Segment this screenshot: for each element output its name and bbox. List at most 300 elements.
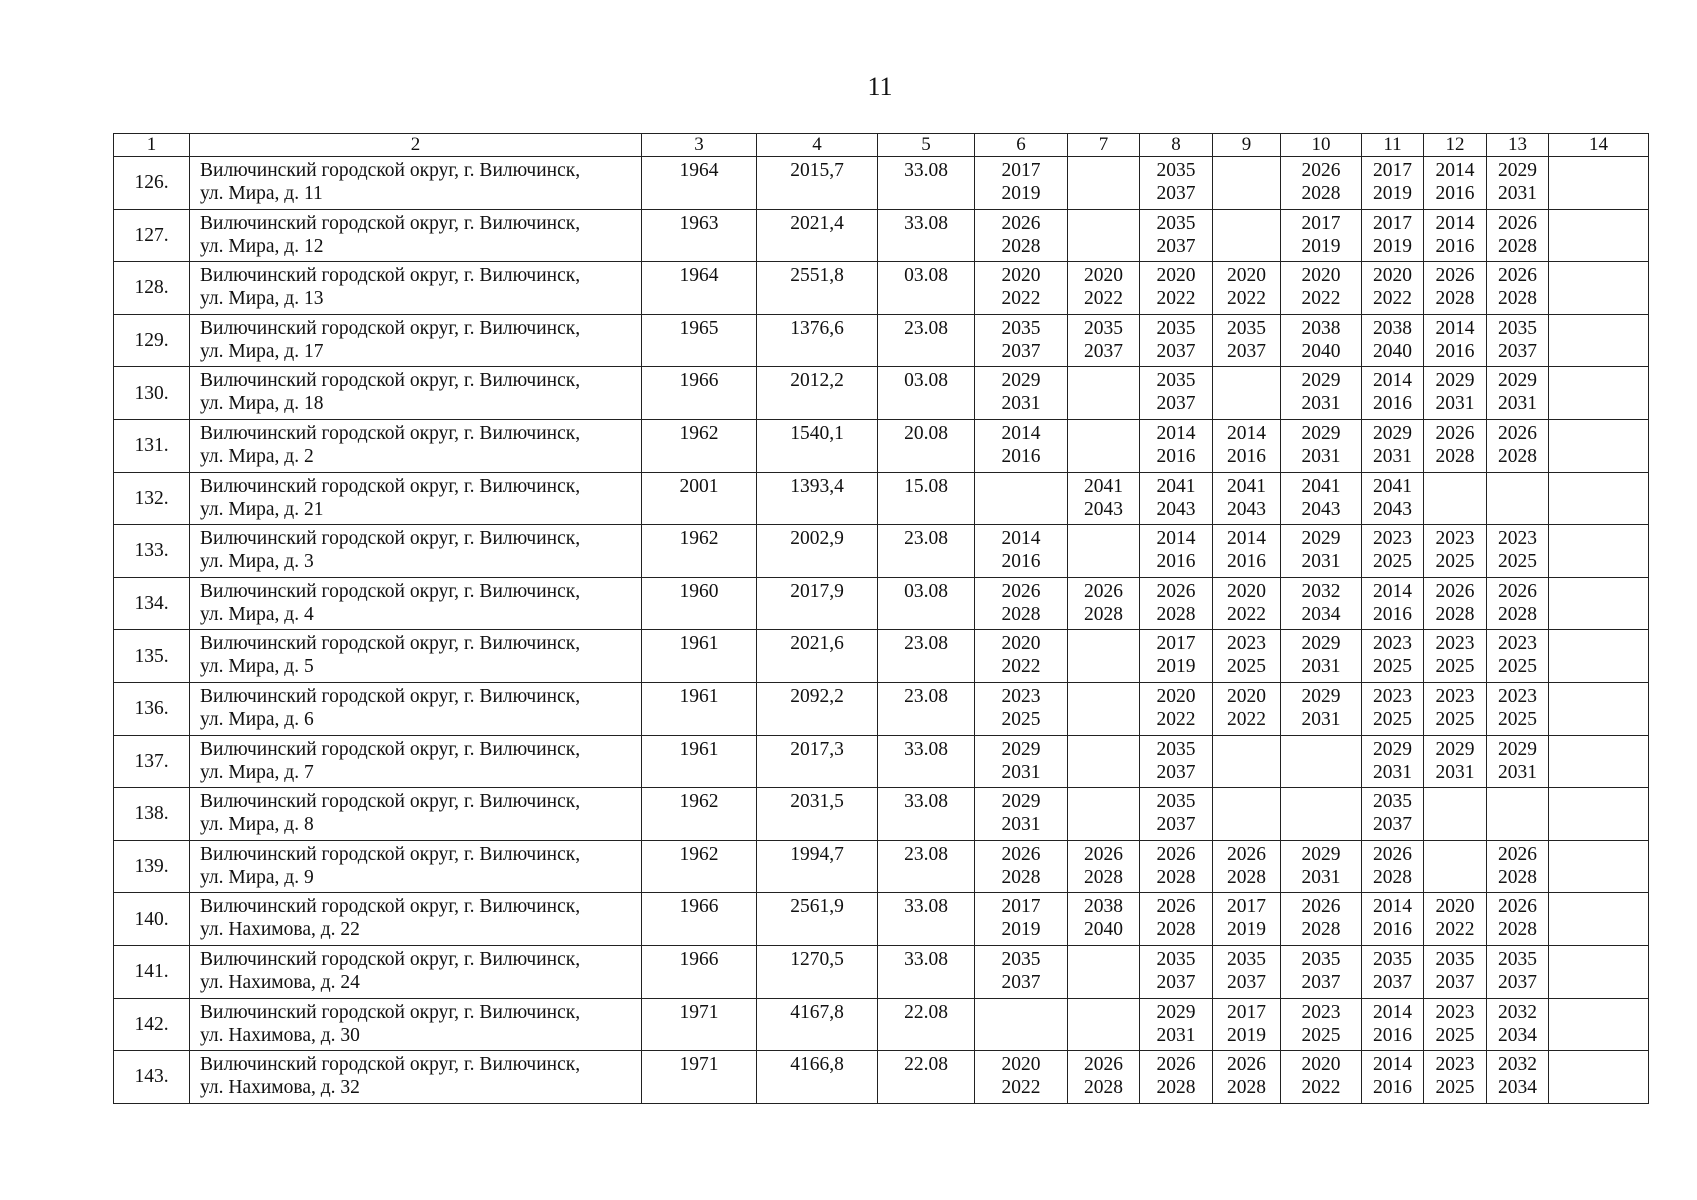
period-start: 2020 bbox=[1301, 265, 1341, 287]
code-cell: 15.08 bbox=[878, 472, 975, 525]
period-start: 2029 bbox=[1435, 370, 1475, 392]
address-line: Вилючинский городской округ, г. Вилючинск, bbox=[200, 475, 581, 497]
period-start: 2014 bbox=[1435, 317, 1475, 339]
period-cell-c12 bbox=[1424, 893, 1487, 946]
period-start: 2026 bbox=[1001, 580, 1041, 602]
period-cell-c13 bbox=[1487, 998, 1549, 1051]
period-start: 2017 bbox=[1001, 896, 1041, 918]
period-start: 2029 bbox=[1373, 422, 1412, 444]
period-end: 2037 bbox=[1001, 340, 1041, 362]
period-end: 2019 bbox=[1156, 656, 1196, 678]
table-row bbox=[114, 367, 1649, 420]
period-cell-c14 bbox=[1549, 419, 1649, 472]
period-cell-c10 bbox=[1281, 630, 1362, 683]
period-end: 2028 bbox=[1301, 183, 1341, 204]
period-end: 2016 bbox=[1156, 551, 1196, 573]
address-street: ул. Нахимова, д. 30 bbox=[200, 1024, 360, 1046]
period-start: 2029 bbox=[1301, 422, 1341, 444]
period-cell-c11 bbox=[1362, 157, 1424, 210]
period-end: 2022 bbox=[1156, 288, 1196, 310]
row-number-cell: 131. bbox=[114, 419, 190, 472]
period-cell-c10 bbox=[1281, 472, 1362, 525]
table-body bbox=[114, 157, 1649, 1104]
period-cell-c9 bbox=[1213, 525, 1281, 578]
address-cell bbox=[190, 630, 642, 683]
address-cell bbox=[190, 577, 642, 630]
period-cell-c14 bbox=[1549, 735, 1649, 788]
period-end: 2031 bbox=[1301, 551, 1341, 573]
period-cell-c14 bbox=[1549, 1051, 1649, 1104]
period-start: 2035 bbox=[1435, 948, 1475, 970]
period-cell-c11 bbox=[1362, 788, 1424, 841]
period-cell-c11 bbox=[1362, 472, 1424, 525]
period-start: 2014 bbox=[1001, 422, 1041, 444]
address-cell bbox=[190, 367, 642, 420]
period-cell-c10 bbox=[1281, 682, 1362, 735]
period-start: 2029 bbox=[1498, 738, 1537, 760]
period-start: 2014 bbox=[1435, 212, 1475, 234]
period-start: 2041 bbox=[1084, 475, 1123, 497]
period-cell-c6 bbox=[975, 945, 1068, 998]
code-cell: 22.08 bbox=[878, 998, 975, 1051]
period-start: 2014 bbox=[1373, 1054, 1412, 1076]
address-cell bbox=[190, 472, 642, 525]
period-cell-c11 bbox=[1362, 998, 1424, 1051]
period-start: 2035 bbox=[1001, 317, 1041, 339]
address-line: Вилючинский городской округ, г. Вилючинск, bbox=[200, 896, 581, 918]
area-cell: 4167,8 bbox=[757, 998, 878, 1051]
year-cell: 1966 bbox=[642, 367, 757, 420]
area-cell: 1994,7 bbox=[757, 840, 878, 893]
period-end: 2028 bbox=[1084, 603, 1123, 625]
period-end: 2022 bbox=[1227, 708, 1266, 730]
period-cell-c13 bbox=[1487, 314, 1549, 367]
period-start: 2029 bbox=[1001, 370, 1041, 392]
period-end: 2016 bbox=[1373, 1024, 1412, 1046]
address-street: ул. Мира, д. 11 bbox=[200, 183, 323, 204]
period-start: 2035 bbox=[1001, 948, 1041, 970]
period-start: 2026 bbox=[1001, 212, 1041, 234]
address-cell bbox=[190, 1051, 642, 1104]
period-cell-c11 bbox=[1362, 840, 1424, 893]
period-start: 2017 bbox=[1227, 896, 1266, 918]
address-line: Вилючинский городской округ, г. Вилючинск, bbox=[200, 633, 581, 655]
period-cell-c14 bbox=[1549, 262, 1649, 315]
area-cell: 1270,5 bbox=[757, 945, 878, 998]
period-end: 2022 bbox=[1301, 1077, 1341, 1099]
table-row bbox=[114, 840, 1649, 893]
period-cell-c10 bbox=[1281, 157, 1362, 210]
period-start: 2020 bbox=[1001, 1054, 1041, 1076]
period-start: 2026 bbox=[1156, 896, 1196, 918]
period-end: 2031 bbox=[1156, 1024, 1196, 1046]
period-end: 2037 bbox=[1156, 393, 1196, 415]
period-cell-c8 bbox=[1140, 577, 1213, 630]
year-cell: 1960 bbox=[642, 577, 757, 630]
period-cell-c12 bbox=[1424, 682, 1487, 735]
address-line: Вилючинский городской округ, г. Вилючинск, bbox=[200, 422, 581, 444]
period-cell-c11 bbox=[1362, 209, 1424, 262]
period-end: 2031 bbox=[1373, 445, 1412, 467]
row-number-cell: 139. bbox=[114, 840, 190, 893]
period-end: 2022 bbox=[1373, 288, 1412, 310]
address-cell bbox=[190, 840, 642, 893]
year-cell: 1966 bbox=[642, 893, 757, 946]
period-start: 2035 bbox=[1227, 317, 1266, 339]
period-end: 2031 bbox=[1498, 761, 1537, 783]
period-start: 2029 bbox=[1301, 685, 1341, 707]
period-start: 2014 bbox=[1435, 160, 1475, 181]
period-start: 2029 bbox=[1435, 738, 1475, 760]
period-start: 2029 bbox=[1301, 528, 1341, 550]
period-cell-c9 bbox=[1213, 577, 1281, 630]
column-header: 2 bbox=[190, 134, 642, 157]
period-start: 2035 bbox=[1156, 791, 1196, 813]
period-end: 2031 bbox=[1498, 183, 1537, 204]
column-header: 5 bbox=[878, 134, 975, 157]
area-cell: 1393,4 bbox=[757, 472, 878, 525]
address-street: ул. Мира, д. 5 bbox=[200, 656, 314, 678]
period-start: 2014 bbox=[1373, 896, 1412, 918]
period-start: 2032 bbox=[1301, 580, 1341, 602]
area-cell: 4166,8 bbox=[757, 1051, 878, 1104]
period-end: 2028 bbox=[1498, 288, 1537, 310]
period-end: 2016 bbox=[1435, 235, 1475, 257]
period-cell-c13 bbox=[1487, 367, 1549, 420]
period-cell-c9 bbox=[1213, 419, 1281, 472]
address-street: ул. Мира, д. 21 bbox=[200, 498, 324, 520]
year-cell: 1971 bbox=[642, 998, 757, 1051]
period-cell-c11 bbox=[1362, 262, 1424, 315]
address-line: Вилючинский городской округ, г. Вилючинск, bbox=[200, 843, 581, 865]
period-end: 2037 bbox=[1498, 971, 1537, 993]
period-end: 2016 bbox=[1373, 393, 1412, 415]
period-start: 2023 bbox=[1435, 685, 1475, 707]
period-end: 2031 bbox=[1301, 445, 1341, 467]
period-end: 2043 bbox=[1156, 498, 1196, 520]
row-number-cell: 130. bbox=[114, 367, 190, 420]
period-end: 2028 bbox=[1435, 288, 1475, 310]
period-end: 2019 bbox=[1227, 1024, 1266, 1046]
period-cell-c9 bbox=[1213, 262, 1281, 315]
period-cell-c12 bbox=[1424, 630, 1487, 683]
period-end: 2028 bbox=[1498, 866, 1537, 888]
column-header: 12 bbox=[1424, 134, 1487, 157]
row-number-cell: 134. bbox=[114, 577, 190, 630]
period-cell-c13 bbox=[1487, 209, 1549, 262]
period-end: 2019 bbox=[1301, 235, 1341, 257]
period-cell-c8 bbox=[1140, 840, 1213, 893]
period-cell-c7 bbox=[1068, 893, 1140, 946]
table-header-row bbox=[114, 134, 1649, 157]
period-end: 2019 bbox=[1227, 919, 1266, 941]
period-cell-c12 bbox=[1424, 209, 1487, 262]
period-end: 2022 bbox=[1156, 708, 1196, 730]
period-cell-c8 bbox=[1140, 1051, 1213, 1104]
period-cell-c14 bbox=[1549, 367, 1649, 420]
period-start: 2026 bbox=[1498, 580, 1537, 602]
row-number-cell: 141. bbox=[114, 945, 190, 998]
period-end: 2037 bbox=[1156, 814, 1196, 836]
period-cell-c13 bbox=[1487, 893, 1549, 946]
period-start: 2014 bbox=[1373, 580, 1412, 602]
code-cell: 22.08 bbox=[878, 1051, 975, 1104]
period-cell-c9 bbox=[1213, 314, 1281, 367]
period-end: 2028 bbox=[1498, 603, 1537, 625]
period-cell-c9 bbox=[1213, 1051, 1281, 1104]
period-start: 2026 bbox=[1156, 580, 1196, 602]
period-start: 2026 bbox=[1001, 843, 1041, 865]
year-cell: 1964 bbox=[642, 262, 757, 315]
period-cell-c10 bbox=[1281, 262, 1362, 315]
period-start: 2035 bbox=[1156, 212, 1196, 234]
period-start: 2026 bbox=[1435, 265, 1475, 287]
period-end: 2028 bbox=[1498, 235, 1537, 257]
period-cell-c11 bbox=[1362, 419, 1424, 472]
period-end: 2022 bbox=[1301, 288, 1341, 310]
period-end: 2034 bbox=[1498, 1024, 1537, 1046]
period-start: 2017 bbox=[1227, 1001, 1266, 1023]
period-start: 2026 bbox=[1498, 843, 1537, 865]
year-cell: 1966 bbox=[642, 945, 757, 998]
period-end: 2019 bbox=[1373, 183, 1412, 204]
period-end: 2037 bbox=[1156, 183, 1196, 204]
period-end: 2028 bbox=[1001, 603, 1041, 625]
page-number: 11 bbox=[867, 72, 893, 101]
period-end: 2028 bbox=[1084, 1077, 1123, 1099]
year-cell: 1962 bbox=[642, 788, 757, 841]
period-start: 2020 bbox=[1001, 633, 1041, 655]
period-end: 2031 bbox=[1301, 866, 1341, 888]
code-cell: 20.08 bbox=[878, 419, 975, 472]
period-cell-c6 bbox=[975, 157, 1068, 210]
period-end: 2037 bbox=[1156, 235, 1196, 257]
period-end: 2025 bbox=[1301, 1024, 1341, 1046]
period-start: 2029 bbox=[1373, 738, 1412, 760]
period-cell-c6 bbox=[975, 525, 1068, 578]
year-cell: 1961 bbox=[642, 735, 757, 788]
year-cell: 1961 bbox=[642, 682, 757, 735]
period-end: 2022 bbox=[1001, 656, 1041, 678]
period-cell-c14 bbox=[1549, 314, 1649, 367]
period-start: 2026 bbox=[1084, 843, 1123, 865]
column-header: 11 bbox=[1362, 134, 1424, 157]
period-end: 2016 bbox=[1373, 603, 1412, 625]
period-start: 2038 bbox=[1373, 317, 1412, 339]
column-header: 4 bbox=[757, 134, 878, 157]
period-cell-c6 bbox=[975, 367, 1068, 420]
period-end: 2028 bbox=[1156, 1077, 1196, 1099]
period-end: 2028 bbox=[1084, 866, 1123, 888]
period-start: 2014 bbox=[1373, 370, 1412, 392]
period-start: 2035 bbox=[1156, 738, 1196, 760]
year-cell: 1965 bbox=[642, 314, 757, 367]
period-start: 2035 bbox=[1156, 370, 1196, 392]
period-cell-c9 bbox=[1213, 945, 1281, 998]
period-cell-c9 bbox=[1213, 735, 1281, 788]
period-end: 2043 bbox=[1084, 498, 1123, 520]
period-cell-c13 bbox=[1487, 788, 1549, 841]
period-start: 2026 bbox=[1084, 580, 1123, 602]
period-cell-c12 bbox=[1424, 1051, 1487, 1104]
period-cell-c7 bbox=[1068, 157, 1140, 210]
period-end: 2016 bbox=[1227, 551, 1266, 573]
period-cell-c10 bbox=[1281, 1051, 1362, 1104]
row-number-cell: 128. bbox=[114, 262, 190, 315]
period-end: 2028 bbox=[1227, 866, 1266, 888]
period-start: 2017 bbox=[1373, 160, 1412, 181]
address-line: Вилючинский городской округ, г. Вилючинск, bbox=[200, 1001, 581, 1023]
table-row bbox=[114, 1051, 1649, 1104]
row-number-cell: 137. bbox=[114, 735, 190, 788]
period-start: 2014 bbox=[1156, 422, 1196, 444]
period-cell-c7 bbox=[1068, 314, 1140, 367]
period-cell-c14 bbox=[1549, 998, 1649, 1051]
code-cell: 03.08 bbox=[878, 367, 975, 420]
period-cell-c11 bbox=[1362, 893, 1424, 946]
period-start: 2020 bbox=[1227, 580, 1266, 602]
row-number-cell: 143. bbox=[114, 1051, 190, 1104]
period-cell-c14 bbox=[1549, 840, 1649, 893]
period-cell-c7 bbox=[1068, 262, 1140, 315]
year-cell: 1971 bbox=[642, 1051, 757, 1104]
table-row bbox=[114, 735, 1649, 788]
period-cell-c7 bbox=[1068, 630, 1140, 683]
period-cell-c12 bbox=[1424, 735, 1487, 788]
period-end: 2040 bbox=[1084, 919, 1123, 941]
period-start: 2023 bbox=[1227, 633, 1266, 655]
table-row bbox=[114, 998, 1649, 1051]
period-start: 2020 bbox=[1156, 685, 1196, 707]
period-end: 2043 bbox=[1301, 498, 1341, 520]
table-row bbox=[114, 682, 1649, 735]
period-end: 2037 bbox=[1084, 340, 1123, 362]
period-cell-c7 bbox=[1068, 367, 1140, 420]
table-row bbox=[114, 525, 1649, 578]
period-cell-c10 bbox=[1281, 209, 1362, 262]
period-cell-c7 bbox=[1068, 472, 1140, 525]
period-cell-c6 bbox=[975, 840, 1068, 893]
period-end: 2028 bbox=[1001, 866, 1041, 888]
area-cell: 2092,2 bbox=[757, 682, 878, 735]
period-start: 2026 bbox=[1373, 843, 1412, 865]
period-cell-c13 bbox=[1487, 157, 1549, 210]
address-cell bbox=[190, 893, 642, 946]
period-cell-c11 bbox=[1362, 945, 1424, 998]
period-start: 2029 bbox=[1498, 370, 1537, 392]
period-end: 2028 bbox=[1373, 866, 1412, 888]
period-start: 2026 bbox=[1498, 422, 1537, 444]
period-end: 2025 bbox=[1498, 708, 1537, 730]
period-cell-c7 bbox=[1068, 735, 1140, 788]
period-end: 2037 bbox=[1498, 340, 1537, 362]
period-start: 2020 bbox=[1084, 265, 1123, 287]
row-number-cell: 140. bbox=[114, 893, 190, 946]
period-end: 2031 bbox=[1301, 656, 1341, 678]
address-cell bbox=[190, 945, 642, 998]
area-cell: 1376,6 bbox=[757, 314, 878, 367]
period-cell-c13 bbox=[1487, 945, 1549, 998]
area-cell: 2012,2 bbox=[757, 367, 878, 420]
period-start: 2026 bbox=[1301, 896, 1341, 918]
period-end: 2025 bbox=[1373, 708, 1412, 730]
address-cell bbox=[190, 682, 642, 735]
address-street: ул. Мира, д. 2 bbox=[200, 445, 314, 467]
period-end: 2034 bbox=[1498, 1077, 1537, 1099]
period-end: 2028 bbox=[1156, 866, 1196, 888]
period-start: 2017 bbox=[1301, 212, 1341, 234]
period-cell-c8 bbox=[1140, 314, 1213, 367]
period-end: 2031 bbox=[1301, 393, 1341, 415]
code-cell: 33.08 bbox=[878, 735, 975, 788]
period-end: 2022 bbox=[1001, 288, 1041, 310]
period-start: 2014 bbox=[1373, 1001, 1412, 1023]
period-end: 2031 bbox=[1001, 761, 1041, 783]
period-cell-c9 bbox=[1213, 209, 1281, 262]
table-row bbox=[114, 893, 1649, 946]
period-end: 2022 bbox=[1435, 919, 1475, 941]
table-row bbox=[114, 314, 1649, 367]
period-start: 2026 bbox=[1156, 1054, 1196, 1076]
period-cell-c13 bbox=[1487, 472, 1549, 525]
table-row bbox=[114, 209, 1649, 262]
period-end: 2031 bbox=[1435, 393, 1475, 415]
address-street: ул. Мира, д. 3 bbox=[200, 551, 314, 573]
period-start: 2038 bbox=[1084, 896, 1123, 918]
period-cell-c6 bbox=[975, 577, 1068, 630]
code-cell: 23.08 bbox=[878, 525, 975, 578]
period-end: 2025 bbox=[1227, 656, 1266, 678]
area-cell: 2561,9 bbox=[757, 893, 878, 946]
period-end: 2031 bbox=[1001, 393, 1041, 415]
address-cell bbox=[190, 262, 642, 315]
period-start: 2020 bbox=[1227, 265, 1266, 287]
period-cell-c6 bbox=[975, 682, 1068, 735]
period-start: 2026 bbox=[1084, 1054, 1123, 1076]
address-street: ул. Мира, д. 12 bbox=[200, 235, 324, 257]
period-end: 2028 bbox=[1498, 445, 1537, 467]
period-cell-c12 bbox=[1424, 419, 1487, 472]
period-cell-c13 bbox=[1487, 840, 1549, 893]
period-cell-c7 bbox=[1068, 1051, 1140, 1104]
period-start: 2035 bbox=[1084, 317, 1123, 339]
year-cell: 1962 bbox=[642, 525, 757, 578]
row-number-cell: 138. bbox=[114, 788, 190, 841]
period-end: 2031 bbox=[1435, 761, 1475, 783]
table-row bbox=[114, 262, 1649, 315]
period-start: 2014 bbox=[1001, 528, 1041, 550]
period-start: 2029 bbox=[1001, 738, 1041, 760]
area-cell: 2031,5 bbox=[757, 788, 878, 841]
year-cell: 1964 bbox=[642, 157, 757, 210]
address-cell bbox=[190, 735, 642, 788]
table-row bbox=[114, 788, 1649, 841]
period-start: 2026 bbox=[1498, 896, 1537, 918]
period-cell-c10 bbox=[1281, 577, 1362, 630]
period-start: 2017 bbox=[1156, 633, 1196, 655]
period-start: 2020 bbox=[1156, 265, 1196, 287]
period-start: 2026 bbox=[1227, 1054, 1266, 1076]
address-line: Вилючинский городской округ, г. Вилючинск, bbox=[200, 1054, 581, 1076]
period-cell-c11 bbox=[1362, 367, 1424, 420]
period-cell-c8 bbox=[1140, 945, 1213, 998]
period-start: 2023 bbox=[1498, 528, 1537, 550]
period-cell-c12 bbox=[1424, 998, 1487, 1051]
period-cell-c8 bbox=[1140, 893, 1213, 946]
table-row bbox=[114, 577, 1649, 630]
period-start: 2023 bbox=[1301, 1001, 1341, 1023]
period-end: 2037 bbox=[1156, 971, 1196, 993]
